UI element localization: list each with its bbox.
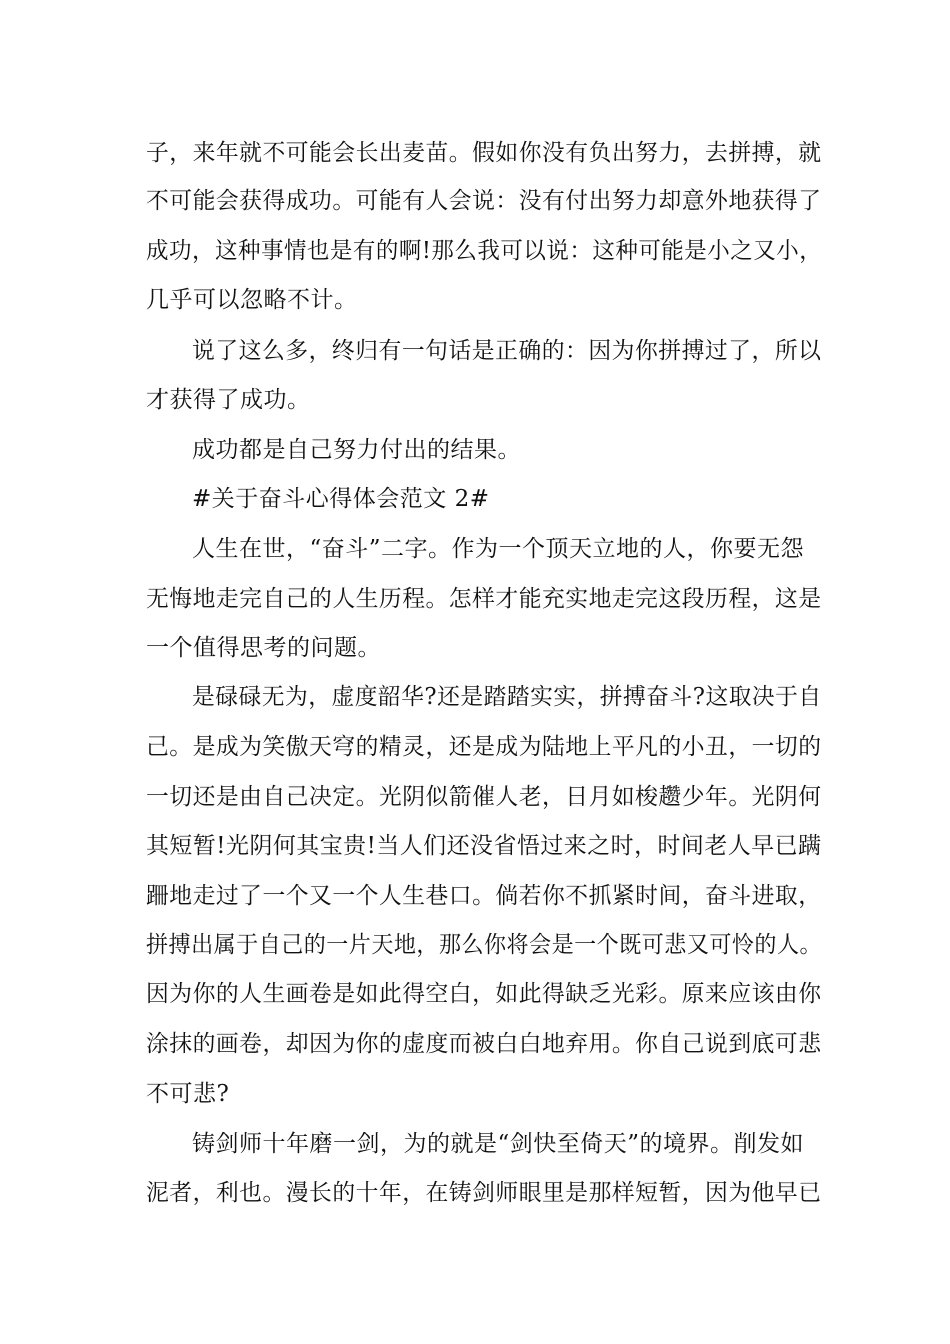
text-line: 一个值得思考的问题。 <box>146 635 381 661</box>
text-line: 说了这么多，终归有一句话是正确的：因为你拼搏过了，所以 <box>192 338 822 364</box>
text-line: 铸剑师十年磨一剑，为的就是“剑快至倚天”的境界。削发如 <box>192 1131 805 1157</box>
section-heading: #关于奋斗心得体会范文 2# <box>192 486 490 512</box>
text-line: 拼搏出属于自己的一片天地，那么你将会是一个既可悲又可怜的人。 <box>146 932 823 958</box>
text-line: 几乎可以忽略不计。 <box>146 287 358 313</box>
text-line: 因为你的人生画卷是如此得空白，如此得缺乏光彩。原来应该由你 <box>146 981 822 1007</box>
text-line: 是碌碌无为，虚度韶华?还是踏踏实实，拼搏奋斗?这取决于自 <box>192 684 822 710</box>
text-line: 其短暂!光阴何其宝贵!当人们还没省悟过来之时，时间老人早已蹒 <box>146 833 822 859</box>
text-line: 己。是成为笑傲天穹的精灵，还是成为陆地上平凡的小丑，一切的 <box>146 734 822 760</box>
text-line: 人生在世，“奋斗”二字。作为一个顶天立地的人，你要无怨 <box>192 536 805 562</box>
text-line: 无悔地走完自己的人生历程。怎样才能充实地走完这段历程，这是 <box>146 586 822 612</box>
text-line: 不可悲? <box>146 1081 230 1107</box>
text-line: 子，来年就不可能会长出麦苗。假如你没有负出努力，去拼搏，就 <box>146 140 822 166</box>
text-line: 不可能会获得成功。可能有人会说：没有付出努力却意外地获得了 <box>146 188 822 214</box>
text-line: 跚地走过了一个又一个人生巷口。倘若你不抓紧时间，奋斗进取， <box>146 883 822 909</box>
text-line: 泥者，利也。漫长的十年，在铸剑师眼里是那样短暂，因为他早已 <box>146 1180 822 1206</box>
text-line: 涂抹的画卷，却因为你的虚度而被白白地弃用。你自己说到底可悲 <box>146 1031 822 1057</box>
text-line: 成功，这种事情也是有的啊!那么我可以说：这种可能是小之又小， <box>146 238 823 264</box>
text-line: 一切还是由自己决定。光阴似箭催人老，日月如梭趱少年。光阴何 <box>146 784 822 810</box>
text-line: 成功都是自己努力付出的结果。 <box>192 437 521 463</box>
text-line: 才获得了成功。 <box>146 387 311 413</box>
